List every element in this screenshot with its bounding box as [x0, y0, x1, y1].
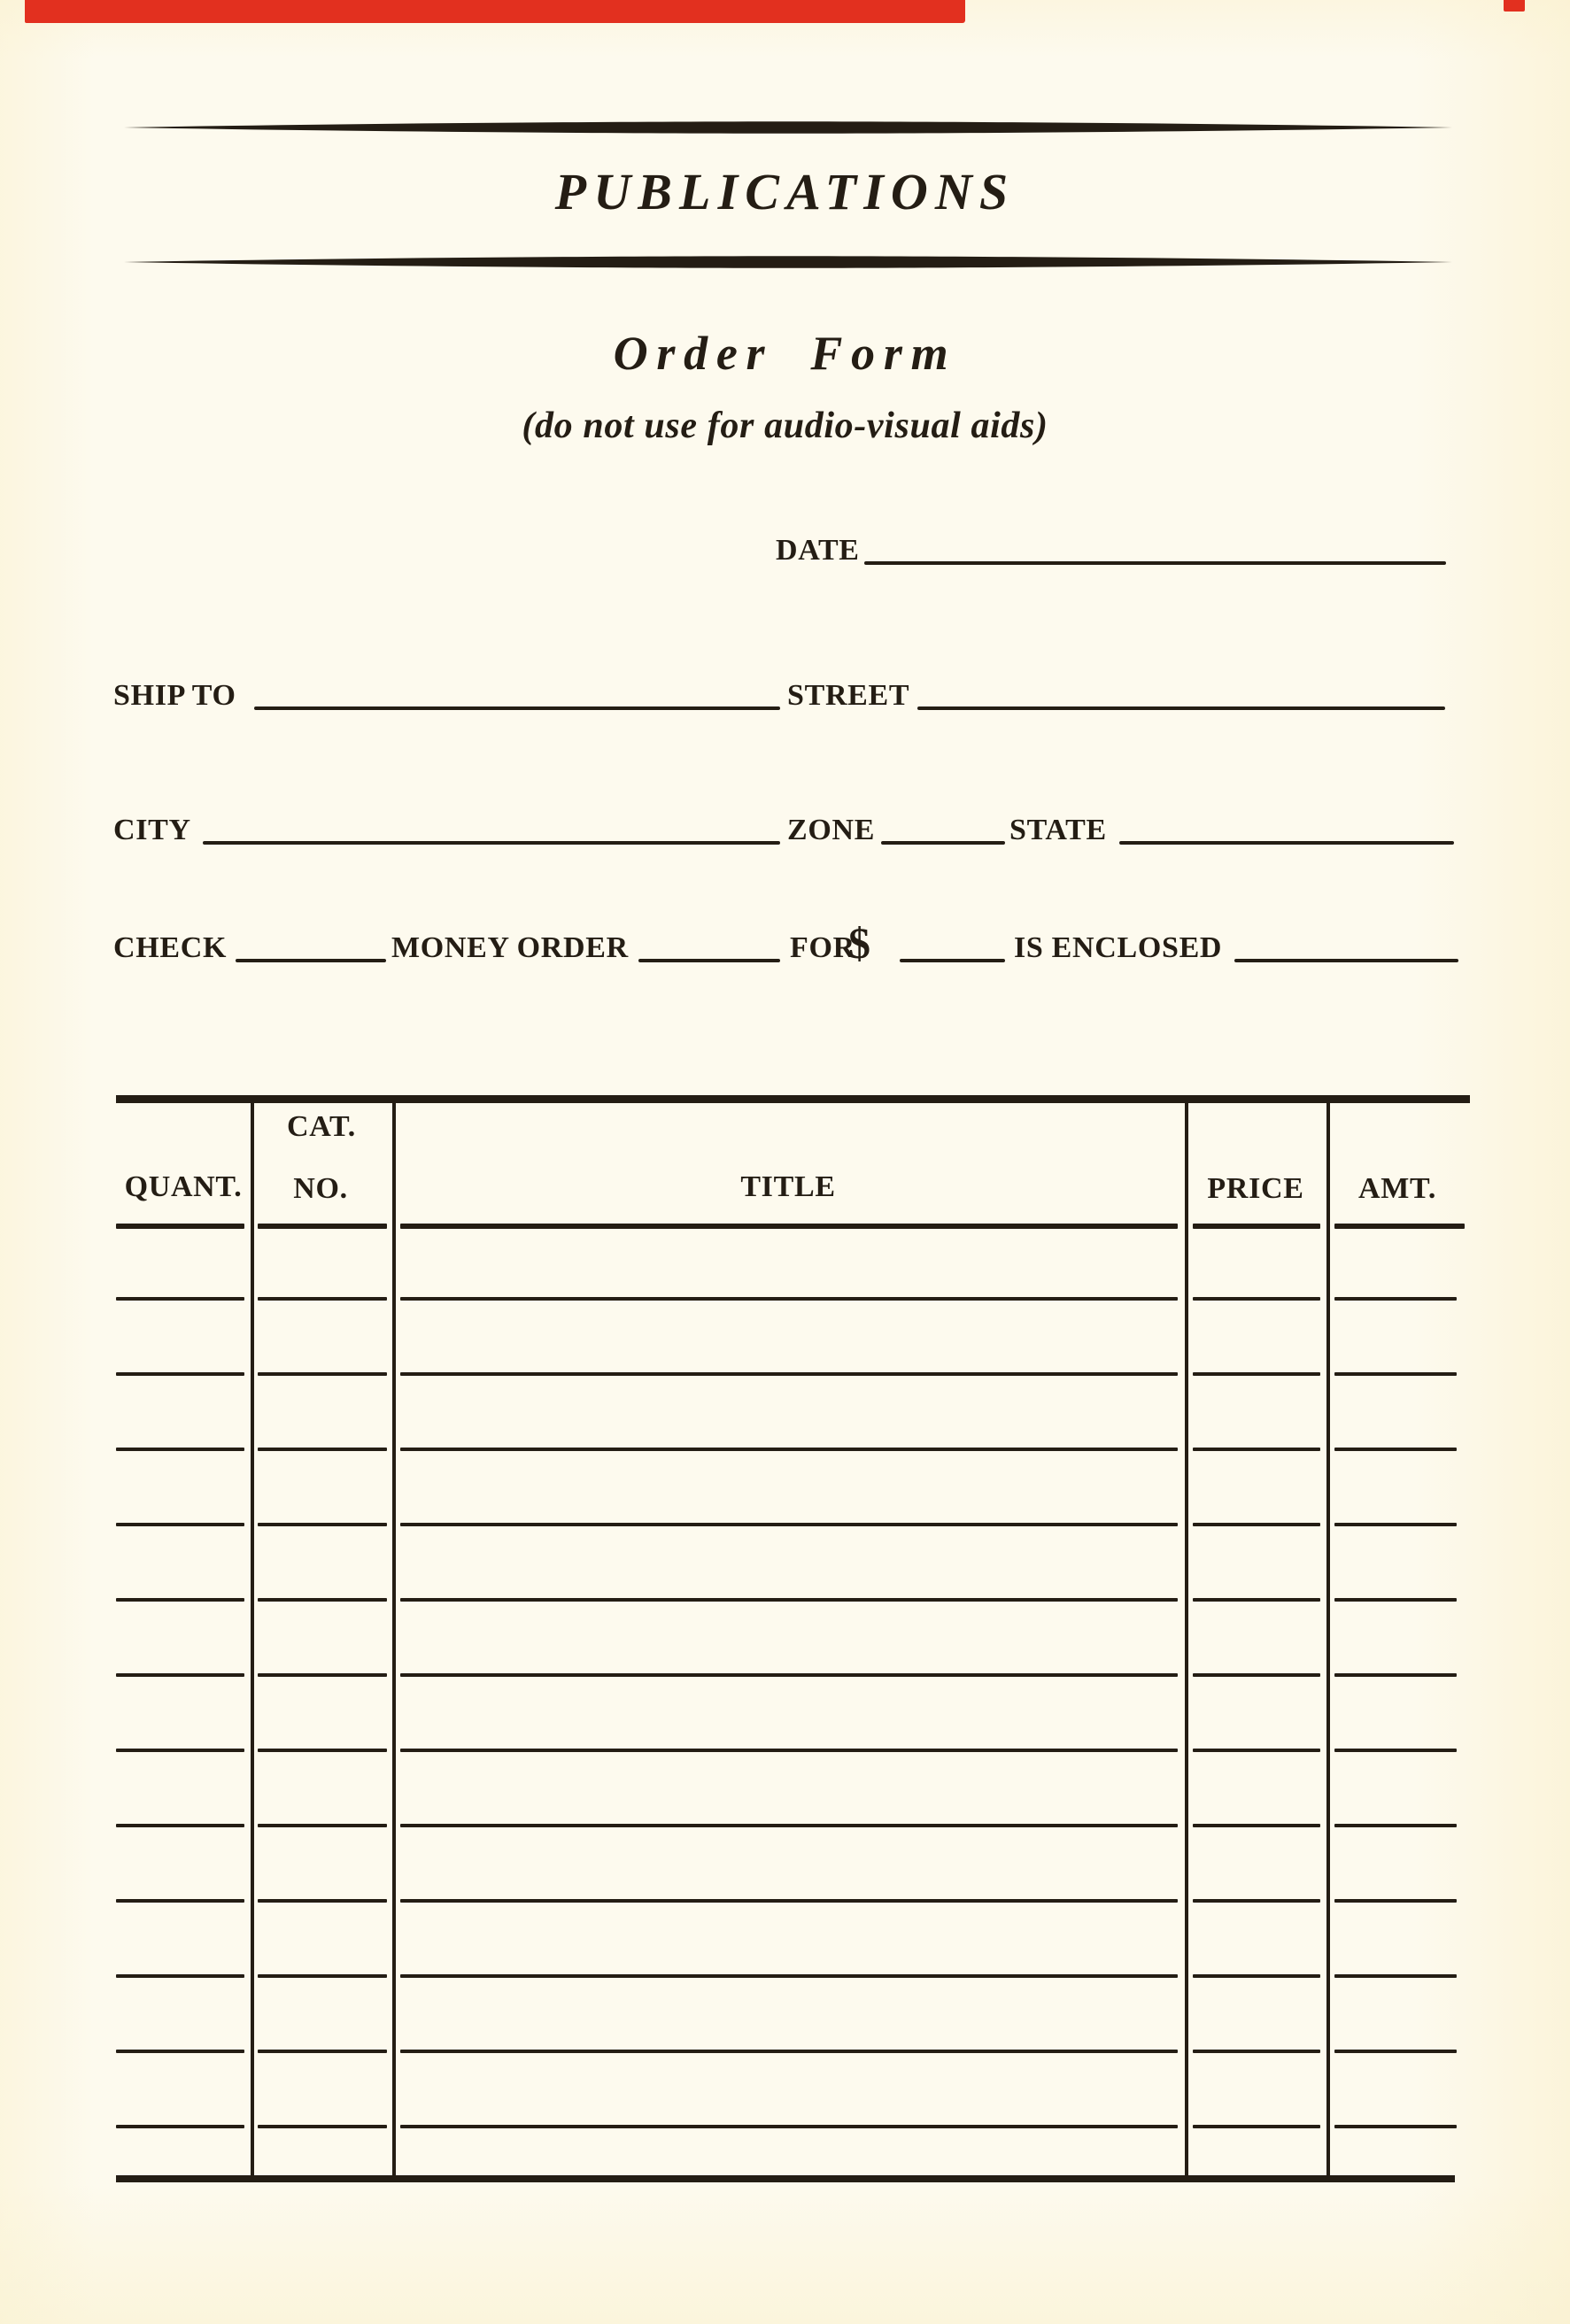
amount-input-line: [900, 959, 1005, 962]
swelled-rule-bottom: [124, 255, 1452, 269]
city-input-line: [203, 841, 780, 845]
table-row-line: [0, 1673, 1570, 1677]
column-header-amount: AMT.: [1357, 1172, 1437, 1205]
column-header-title: TITLE: [740, 1170, 836, 1203]
table-bottom-border: [116, 2175, 1455, 2182]
table-row-line: [0, 1824, 1570, 1827]
table-row-line: [0, 1749, 1570, 1752]
money-order-label: MONEY ORDER: [391, 931, 629, 964]
table-top-border: [116, 1095, 1470, 1103]
dollar-sign: $: [848, 918, 870, 968]
table-row-line: [0, 1523, 1570, 1526]
ship-to-input-line: [254, 706, 780, 710]
table-row-line: [0, 1974, 1570, 1978]
table-row-line: [0, 1372, 1570, 1376]
date-label: DATE: [776, 534, 860, 567]
table-header-underline: [0, 1224, 1570, 1229]
zone-label: ZONE: [787, 814, 876, 846]
table-row-line: [0, 1598, 1570, 1602]
ship-to-label: SHIP TO: [113, 679, 236, 712]
swelled-rule-top: [124, 120, 1452, 135]
form-title: Order Form: [613, 327, 957, 380]
table-row-line: [0, 1899, 1570, 1903]
state-label: STATE: [1009, 814, 1107, 846]
city-label: CITY: [113, 814, 191, 846]
for-label: FOR: [790, 931, 855, 964]
table-column-divider: [392, 1103, 396, 2175]
check-label: CHECK: [113, 931, 228, 964]
red-scan-strip: [25, 0, 965, 23]
is-enclosed-label: IS ENCLOSED: [1014, 931, 1223, 964]
state-input-line: [1119, 841, 1454, 845]
table-column-divider: [1185, 1103, 1188, 2175]
table-row-line: [0, 1297, 1570, 1301]
street-input-line: [917, 706, 1445, 710]
page-title: PUBLICATIONS: [554, 163, 1016, 220]
red-scan-speck: [1504, 0, 1525, 12]
column-header-catalog-line2: NO.: [293, 1172, 348, 1205]
date-input-line: [864, 561, 1446, 565]
money-order-input-line: [638, 959, 780, 962]
is-enclosed-input-line: [1234, 959, 1458, 962]
table-row-line: [0, 2050, 1570, 2053]
table-column-divider: [251, 1103, 254, 2175]
table-row-line: [0, 2125, 1570, 2128]
column-header-catalog-line1: CAT.: [287, 1110, 356, 1143]
zone-input-line: [881, 841, 1005, 845]
table-column-divider: [1326, 1103, 1330, 2175]
check-input-line: [236, 959, 386, 962]
column-header-quantity: QUANT.: [124, 1170, 243, 1203]
column-header-price: PRICE: [1207, 1172, 1304, 1205]
table-row-line: [0, 1448, 1570, 1451]
form-note: (do not use for audio-visual aids): [522, 405, 1048, 446]
street-label: STREET: [787, 679, 910, 712]
